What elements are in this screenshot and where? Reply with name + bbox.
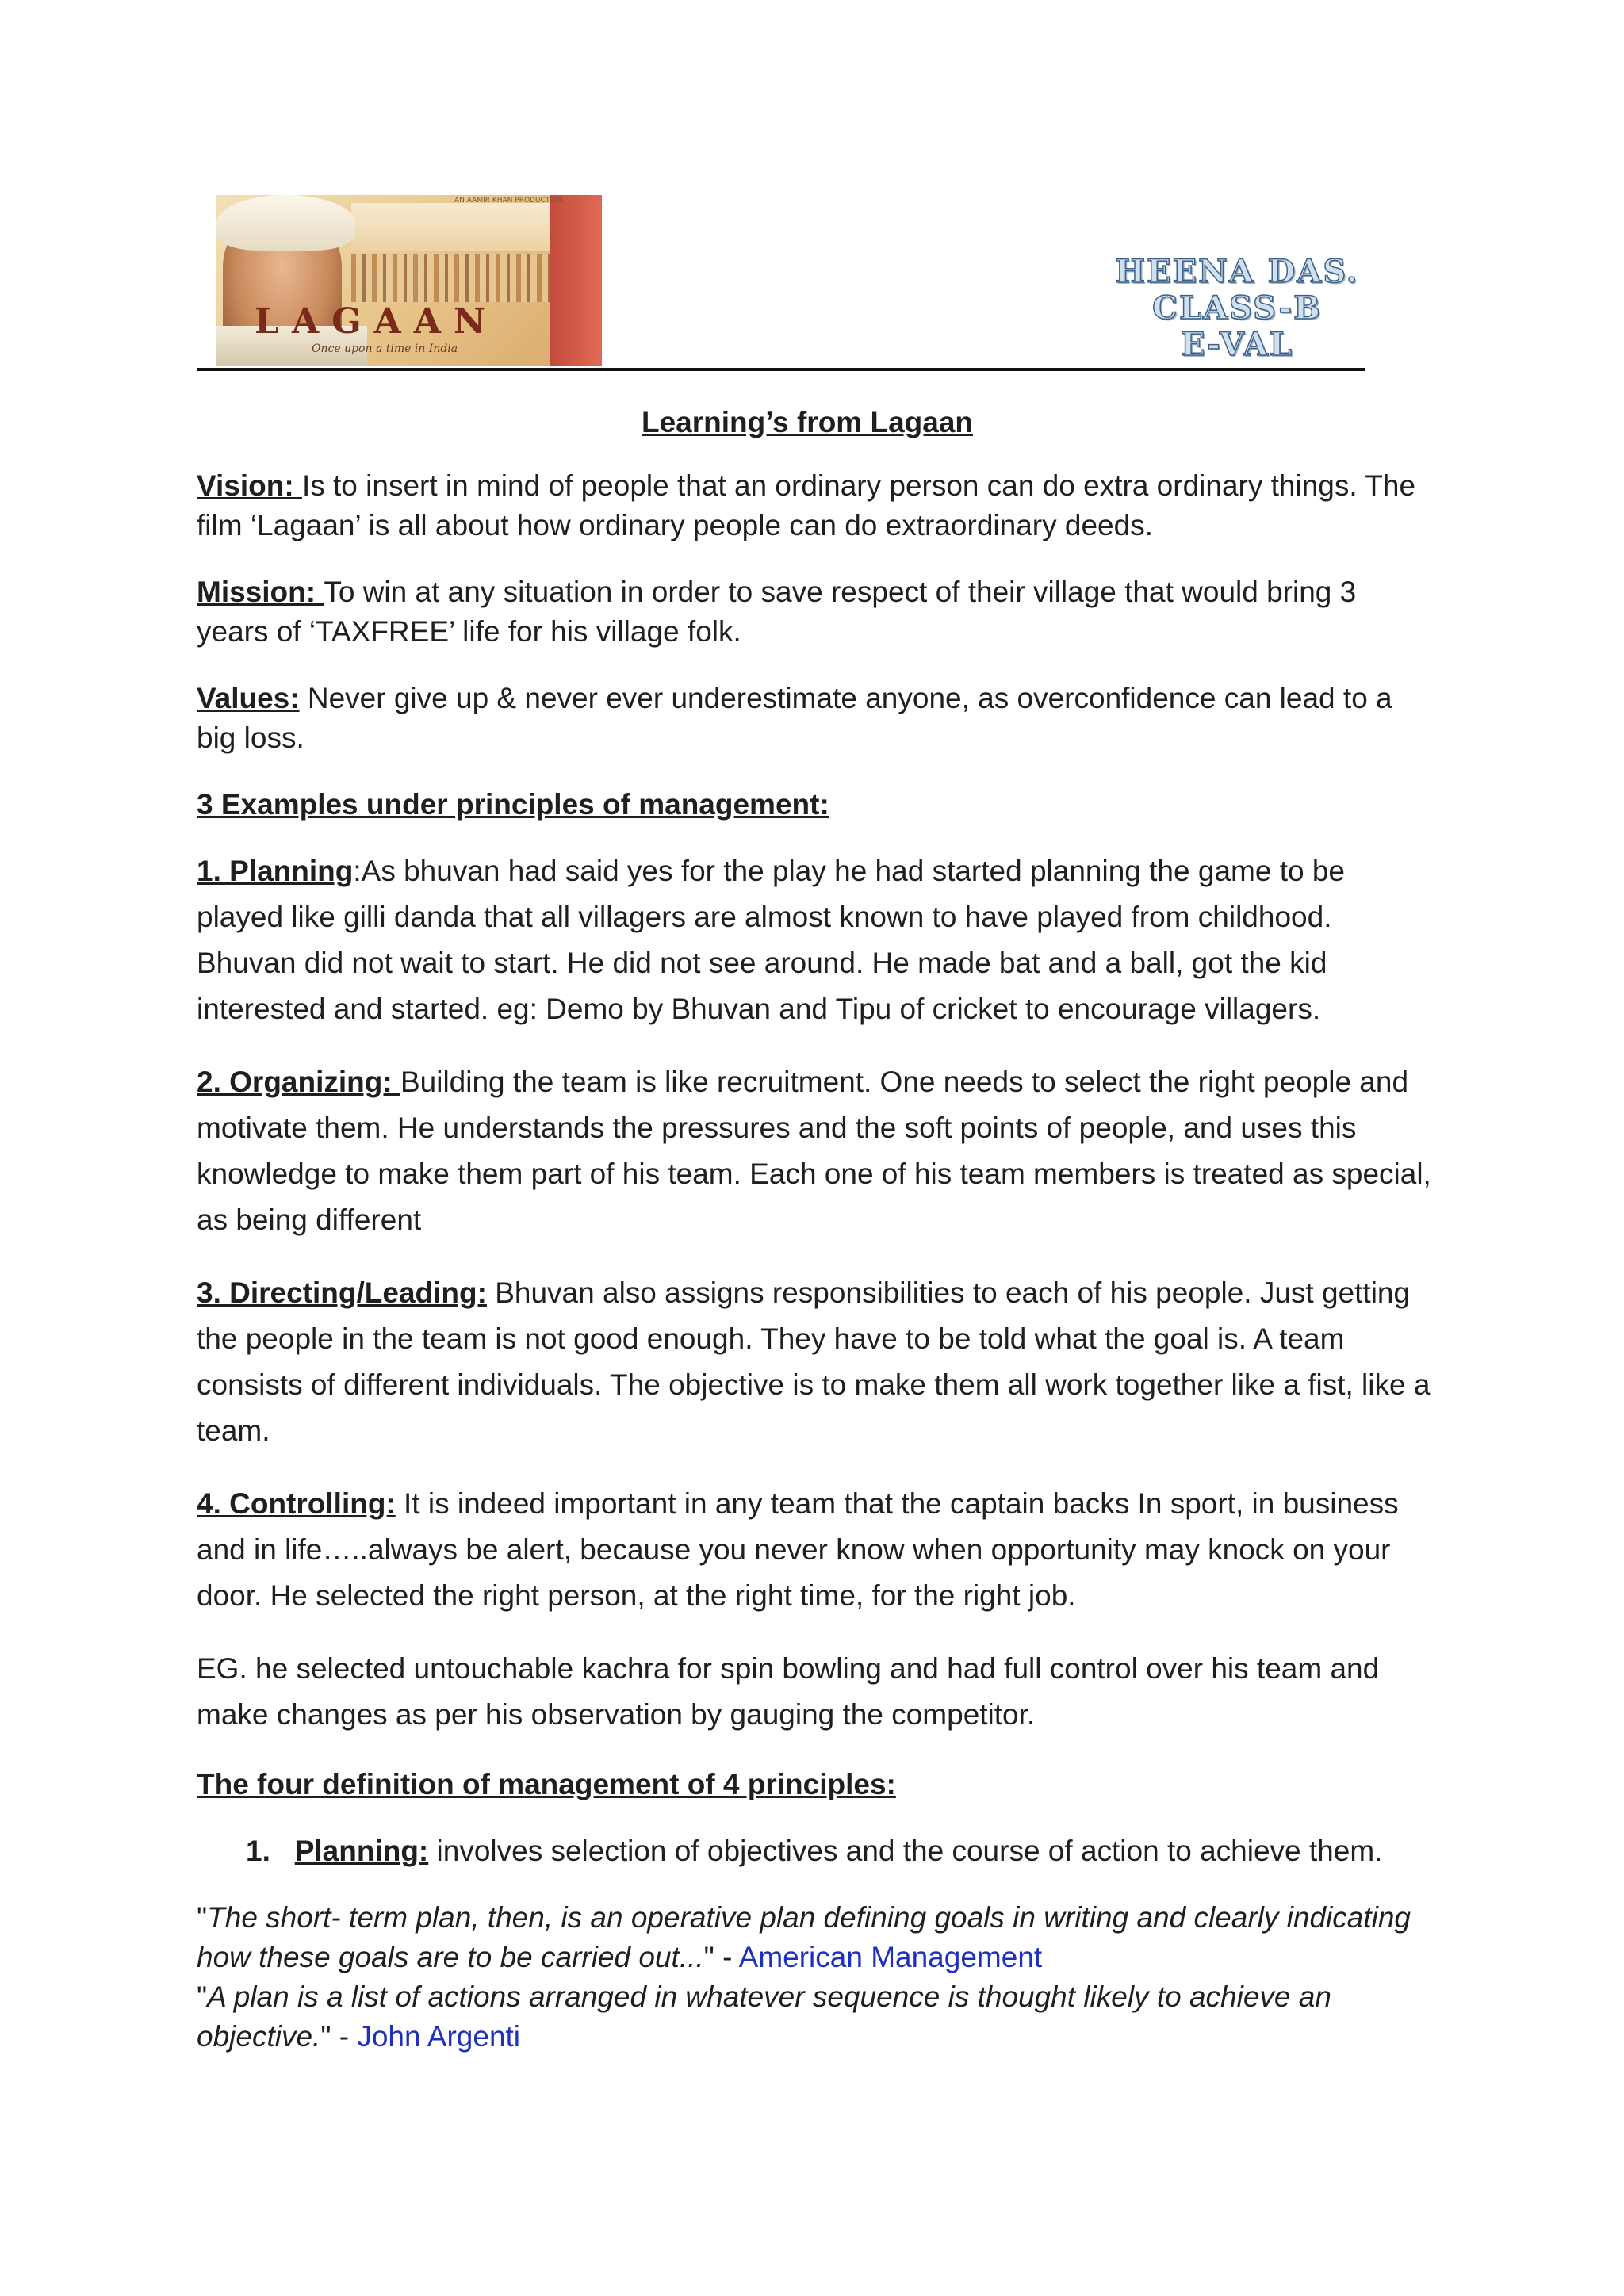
definition-text: involves selection of objectives and the course of action to achieve them. <box>428 1835 1383 1867</box>
values-text: Never give up & never ever underestimate anyone, as overconfidence can lead to a big loss. <box>197 682 1392 754</box>
eg-paragraph: EG. he selected untouchable kachra for spin bowling and had full control over his team and make changes as per his observation by gauging the competitor. <box>197 1652 1380 1731</box>
poster-tagline: Once upon a time in India <box>312 342 458 355</box>
header-divider <box>197 368 1365 371</box>
author-name: HEENA DAS. <box>1115 253 1359 290</box>
quote-1 <box>197 1898 1434 1977</box>
quote-2-text: A plan is a list of actions arranged in whatever sequence is thought likely to achieve an objective. <box>197 1980 1331 2053</box>
mission-paragraph <box>197 572 1434 652</box>
quote-1-text: The short- term plan, then, is an operative plan defining goals in writing and clearly indicating how these goals are to be carried out... <box>197 1901 1411 1973</box>
values-paragraph <box>197 679 1434 758</box>
mission-text: To win at any situation in order to save respect of their village that would bring 3 years of ‘TAXFREE’ life for his village folk. <box>197 576 1357 648</box>
document-title: Learning’s from Lagaan <box>641 406 974 438</box>
quote-1-open: " <box>197 1901 208 1934</box>
controlling-label: 4. Controlling: <box>197 1487 396 1520</box>
author-section: E-VAL <box>1180 326 1293 363</box>
poster-red-band <box>550 195 602 366</box>
organizing-label: 2. Organizing: <box>197 1066 400 1098</box>
author-block <box>1078 254 1396 363</box>
quote-2-open: " <box>197 1980 208 2013</box>
quote-2-source-link[interactable]: John Argenti <box>357 2020 521 2053</box>
vision-label: Vision: <box>197 469 302 502</box>
vision-text: Is to insert in mind of people that an ordinary person can do extra ordinary things. The film ‘Lagaan’ is all about how ordinary people can do extraordinary deeds. <box>197 469 1416 541</box>
planning-paragraph <box>197 848 1434 1032</box>
planning-text: :As bhuvan had said yes for the play he had started planning the game to be played like gilli danda that all villagers are almost known to have played from childhood. Bhuvan did not wait to start. He did not see around. He made bat and a ball, got the kid interested and started. eg: Demo by Bhuvan and Tipu of cricket to encourage villagers. <box>197 855 1345 1025</box>
definition-number: 1. <box>246 1835 270 1867</box>
definition-item-planning <box>197 1831 1434 1871</box>
planning-label: 1. Planning <box>197 855 354 887</box>
definitions-heading: The four definition of management of 4 principles: <box>197 1768 896 1800</box>
mission-label: Mission: <box>197 576 324 608</box>
examples-heading: 3 Examples under principles of management: <box>197 788 829 821</box>
poster-turban <box>216 195 355 251</box>
quote-1-close: " - <box>703 1941 739 1973</box>
quote-1-source-link[interactable]: American Management <box>738 1941 1043 1973</box>
controlling-paragraph <box>197 1481 1434 1619</box>
author-class: CLASS-B <box>1152 289 1322 327</box>
organizing-paragraph <box>197 1059 1434 1243</box>
quote-2-close: " - <box>320 2020 358 2053</box>
poster-small-text: AN AAMIR KHAN PRODUCTION <box>454 197 563 205</box>
directing-text: Bhuvan also assigns responsibilities to each of his people. Just getting the people in the team is not good enough. They have to be told what the goal is. A team consists of different individuals. The objective is to make them all work together like a fist, like a team. <box>197 1276 1431 1447</box>
definition-label: Planning: <box>294 1835 429 1867</box>
document-body <box>197 403 1434 2057</box>
controlling-text: It is indeed important in any team that the captain backs In sport, in business and in life…..always be alert, because you never know when opportunity may knock on your door. He selected the right person, at the right time, for the right job. <box>197 1487 1399 1612</box>
organizing-text: Building the team is like recruitment. One needs to select the right people and motivate them. He understands the pressures and the soft points of people, and uses this knowledge to make them part of his team. Each one of his team members is treated as special, as being different <box>197 1066 1431 1236</box>
vision-paragraph <box>197 466 1434 545</box>
poster-title: LAGAAN <box>255 301 499 342</box>
lagaan-poster-image <box>216 195 602 366</box>
quote-2 <box>197 1977 1434 2057</box>
directing-label: 3. Directing/Leading: <box>197 1276 487 1309</box>
values-label: Values: <box>197 682 300 714</box>
directing-paragraph <box>197 1270 1434 1454</box>
